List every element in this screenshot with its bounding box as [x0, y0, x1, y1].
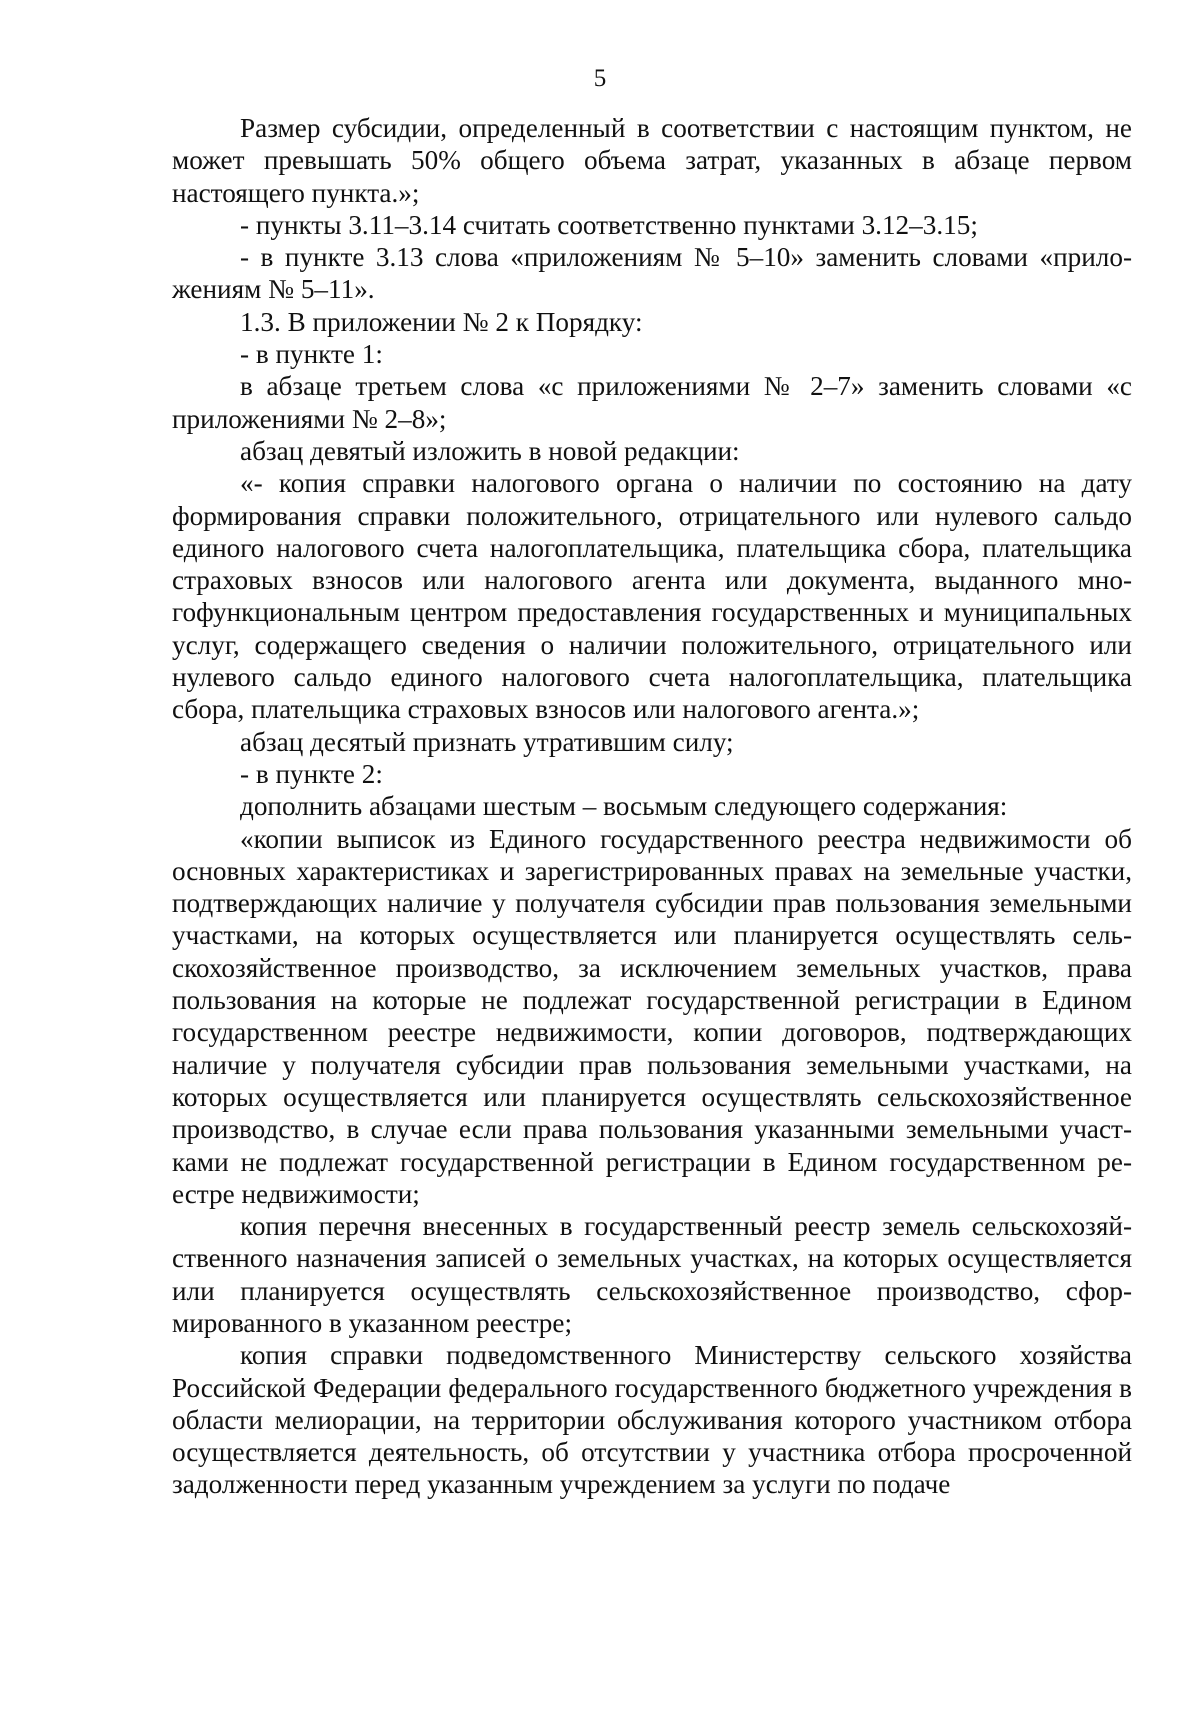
paragraph-third-abzac: в абзаце третьем слова «с приложениями № 2–7» заменить словами «с приложениями № 2–8»; [172, 371, 1132, 434]
page-number: 5 [593, 65, 607, 92]
paragraph-registry-extracts: «копии выписок из Единого государственного реестра недвижимости об основных характеристиках и зарегистрированных правах на земельные участки, подтверждающих наличие у получателя субсидии прав пользования земельными участками, на которых осуществляется или планируется осуществлять сельскохозяйственное производство, за исключением земельных участков, права пользования на которые не подлежат государственной регистрации в Едином государственном реестре недвижимости, копии договоров, подтверждающих наличие у получателя субсидии прав пользования земельными участками, на которых осуществляется или планируется осуществлять сельскохозяйственное производство, в случае если права пользования указанными земельными участками не подлежат государственной регистрации в Едином государственном реестре недвижимости; [172, 823, 1132, 1209]
paragraph-land-register: копия перечня внесенных в государственный реестр земель сельскохозяйственного назначения записей о земельных участках, на которых осуществляется или планируется осуществлять сельскохозяйственное производство, сформированного в указанном реестре; [172, 1211, 1132, 1338]
paragraph-point-3-13: - в пункте 3.13 слова «приложениям № 5–10» заменить словами «приложениям № 5–11». [172, 242, 1132, 305]
paragraph-tenth-abzac: абзац десятый признать утратившим силу; [240, 726, 734, 757]
paragraph-section-1-3: 1.3. В приложении № 2 к Порядку: [240, 306, 643, 337]
paragraph-add-abzacs: дополнить абзацами шестым – восьмым следующего содержания: [240, 791, 1008, 822]
paragraph-melioration-certificate: копия справки подведомственного Министерству сельского хозяйства Российской Федерации федерального государственного бюджетного учреждения в области мелиорации, на территории обслуживания которого участником отбора осуществляется деятельность, об отсутствии у участника отбора просроченной задолженности перед указанным учреждением за услуги по подаче [172, 1340, 1132, 1500]
paragraph-ninth-abzac: абзац девятый изложить в новой редакции: [240, 435, 740, 466]
document-body [172, 112, 1132, 1501]
paragraph-subsidy-limit: Размер субсидии, определенный в соответствии с настоящим пунктом, не может превышать 50% общего объема затрат, указанных в абзаце первом настоящего пункта.»; [172, 113, 1132, 208]
paragraph-tax-certificate: «- копия справки налогового органа о наличии по состоянию на дату формирования справки положительного, отрицательного или нулевого сальдо единого налогового счета налогоплательщика, плательщика сбора, плательщика страховых взносов или налогового агента или документа, выданного многофункциональным центром предоставления государственных и муниципальных услуг, содержащего сведения о наличии положительного, отрицательного или нулевого сальдо единого налогового счета налогоплательщика, плательщика сбора, плательщика страховых взносов или налогового агента.»; [172, 468, 1132, 725]
paragraph-point-1: - в пункте 1: [240, 339, 383, 370]
paragraph-renumber-points: - пункты 3.11–3.14 считать соответственно пунктами 3.12–3.15; [240, 209, 978, 240]
paragraph-point-2: - в пункте 2: [240, 758, 383, 789]
